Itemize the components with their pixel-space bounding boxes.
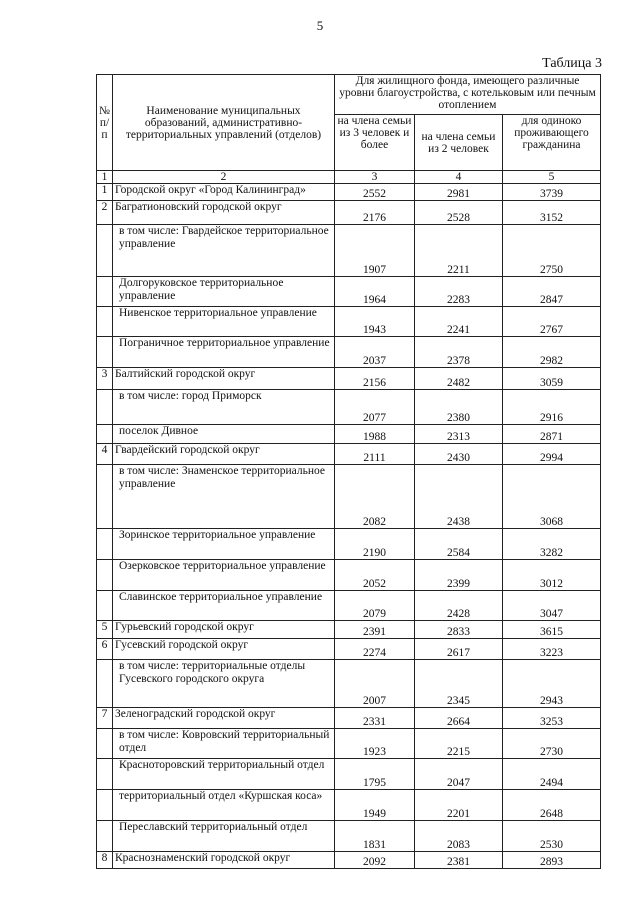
table-row	[97, 368, 601, 390]
value-col3: 2052	[335, 560, 415, 591]
value-col5: 3253	[503, 708, 601, 729]
table-row	[97, 660, 601, 708]
table-row	[97, 621, 601, 639]
row-number	[97, 790, 113, 821]
value-col5: 2767	[503, 307, 601, 337]
value-col3: 2007	[335, 660, 415, 708]
row-number	[97, 277, 113, 307]
value-col4: 2428	[415, 591, 503, 621]
header-index: 2	[113, 171, 335, 184]
value-col4: 2378	[415, 337, 503, 368]
value-col5: 3223	[503, 639, 601, 660]
value-col4: 2241	[415, 307, 503, 337]
value-col3: 1949	[335, 790, 415, 821]
value-col3: 1831	[335, 821, 415, 852]
value-col5: 2750	[503, 225, 601, 277]
value-col5: 2530	[503, 821, 601, 852]
row-name: Зоринское территориальное управление	[113, 529, 335, 560]
table-row	[97, 425, 601, 444]
value-col3: 2176	[335, 201, 415, 225]
table-row	[97, 184, 601, 201]
value-col4: 2381	[415, 852, 503, 869]
row-name: территориальный отдел «Куршская коса»	[113, 790, 335, 821]
header-number: № п/п	[97, 75, 113, 171]
table-row	[97, 821, 601, 852]
value-col3: 1795	[335, 759, 415, 790]
value-col3: 1923	[335, 729, 415, 759]
table-row	[97, 277, 601, 307]
value-col4: 2617	[415, 639, 503, 660]
row-name: Гвардейский городской округ	[113, 444, 335, 465]
value-col5: 2982	[503, 337, 601, 368]
table-row	[97, 225, 601, 277]
row-number	[97, 390, 113, 425]
row-name: Долгоруковское территориальное управление	[113, 277, 335, 307]
row-name: Нивенское территориальное управление	[113, 307, 335, 337]
row-number	[97, 529, 113, 560]
row-name: Балтийский городской округ	[113, 368, 335, 390]
value-col3: 2037	[335, 337, 415, 368]
row-number	[97, 560, 113, 591]
row-number: 5	[97, 621, 113, 639]
value-col5: 2871	[503, 425, 601, 444]
value-col4: 2083	[415, 821, 503, 852]
row-name: Озерковское территориальное управление	[113, 560, 335, 591]
table-caption: Таблица 3	[542, 56, 602, 71]
value-col4: 2430	[415, 444, 503, 465]
row-name: Краснознаменский городской округ	[113, 852, 335, 869]
value-col5: 3615	[503, 621, 601, 639]
value-col3: 2274	[335, 639, 415, 660]
row-number	[97, 759, 113, 790]
page-number: 5	[316, 18, 324, 33]
header-index: 1	[97, 171, 113, 184]
header-index: 3	[335, 171, 415, 184]
value-col3: 2082	[335, 465, 415, 529]
value-col4: 2399	[415, 560, 503, 591]
value-col5: 3047	[503, 591, 601, 621]
value-col3: 1907	[335, 225, 415, 277]
row-name: в том числе: территориальные отделы Гусевского городского округа	[113, 660, 335, 708]
value-col4: 2345	[415, 660, 503, 708]
table-row	[97, 729, 601, 759]
value-col5: 3739	[503, 184, 601, 201]
value-col4: 2833	[415, 621, 503, 639]
table-row	[97, 708, 601, 729]
row-name: Пограничное территориальное управление	[113, 337, 335, 368]
header-index: 5	[503, 171, 601, 184]
row-name: поселок Дивное	[113, 425, 335, 444]
value-col5: 3152	[503, 201, 601, 225]
row-name: Зеленоградский городской округ	[113, 708, 335, 729]
value-col5: 2893	[503, 852, 601, 869]
value-col4: 2047	[415, 759, 503, 790]
value-col4: 2438	[415, 465, 503, 529]
table-row	[97, 529, 601, 560]
row-name: Багратионовский городской округ	[113, 201, 335, 225]
table-row	[97, 337, 601, 368]
value-col5: 2847	[503, 277, 601, 307]
value-col4: 2981	[415, 184, 503, 201]
header-col5: для одиноко проживающего гражданина	[503, 115, 601, 171]
row-number	[97, 821, 113, 852]
row-name: Городской округ «Город Калининград»	[113, 184, 335, 201]
value-col4: 2211	[415, 225, 503, 277]
row-number	[97, 465, 113, 529]
value-col3: 2552	[335, 184, 415, 201]
value-col3: 2331	[335, 708, 415, 729]
row-name: Красноторовский территориальный отдел	[113, 759, 335, 790]
row-number: 2	[97, 201, 113, 225]
value-col3: 1943	[335, 307, 415, 337]
value-col3: 1964	[335, 277, 415, 307]
row-number	[97, 425, 113, 444]
value-col4: 2584	[415, 529, 503, 560]
table-row	[97, 790, 601, 821]
value-col4: 2313	[415, 425, 503, 444]
tariff-table	[96, 74, 601, 869]
value-col4: 2215	[415, 729, 503, 759]
value-col3: 2077	[335, 390, 415, 425]
row-number	[97, 307, 113, 337]
table-row	[97, 560, 601, 591]
value-col4: 2380	[415, 390, 503, 425]
value-col3: 1988	[335, 425, 415, 444]
value-col5: 2494	[503, 759, 601, 790]
row-number: 7	[97, 708, 113, 729]
row-number: 1	[97, 184, 113, 201]
row-number: 8	[97, 852, 113, 869]
header-group: Для жилищного фонда, имеющего различные уровни благоустройства, с котельковым или печным отоплением	[335, 75, 601, 115]
table-row	[97, 465, 601, 529]
row-number	[97, 591, 113, 621]
table-row	[97, 307, 601, 337]
value-col4: 2664	[415, 708, 503, 729]
value-col3: 2092	[335, 852, 415, 869]
row-name: в том числе: Знаменское территориальное управление	[113, 465, 335, 529]
header-index: 4	[415, 171, 503, 184]
value-col3: 2190	[335, 529, 415, 560]
row-name: Гурьевский городской округ	[113, 621, 335, 639]
value-col5: 2916	[503, 390, 601, 425]
table-row	[97, 444, 601, 465]
value-col5: 3068	[503, 465, 601, 529]
table-row	[97, 390, 601, 425]
table-row	[97, 639, 601, 660]
value-col5: 2648	[503, 790, 601, 821]
row-number: 6	[97, 639, 113, 660]
header-name: Наименование муниципальных образований, административно-территориальных управлений (отделов)	[113, 75, 335, 171]
row-number	[97, 337, 113, 368]
header-col3: на члена семьи из 3 человек и более	[335, 115, 415, 171]
value-col5: 3059	[503, 368, 601, 390]
table-row	[97, 759, 601, 790]
value-col5: 2730	[503, 729, 601, 759]
table-row	[97, 852, 601, 869]
value-col3: 2391	[335, 621, 415, 639]
row-number	[97, 660, 113, 708]
value-col5: 3282	[503, 529, 601, 560]
row-name: Гусевский городской округ	[113, 639, 335, 660]
row-number	[97, 225, 113, 277]
value-col3: 2111	[335, 444, 415, 465]
header-col4: на члена семьи из 2 человек	[415, 115, 503, 171]
value-col4: 2283	[415, 277, 503, 307]
row-name: Переславский территориальный отдел	[113, 821, 335, 852]
value-col3: 2156	[335, 368, 415, 390]
value-col4: 2201	[415, 790, 503, 821]
row-name: в том числе: город Приморск	[113, 390, 335, 425]
row-number	[97, 729, 113, 759]
value-col3: 2079	[335, 591, 415, 621]
table-row	[97, 591, 601, 621]
value-col5: 2943	[503, 660, 601, 708]
row-name: Славинское территориальное управление	[113, 591, 335, 621]
row-name: в том числе: Ковровский территориальный отдел	[113, 729, 335, 759]
value-col4: 2482	[415, 368, 503, 390]
row-number: 4	[97, 444, 113, 465]
value-col5: 3012	[503, 560, 601, 591]
table-row	[97, 201, 601, 225]
value-col5: 2994	[503, 444, 601, 465]
row-name: в том числе: Гвардейское территориальное управление	[113, 225, 335, 277]
row-number: 3	[97, 368, 113, 390]
value-col4: 2528	[415, 201, 503, 225]
